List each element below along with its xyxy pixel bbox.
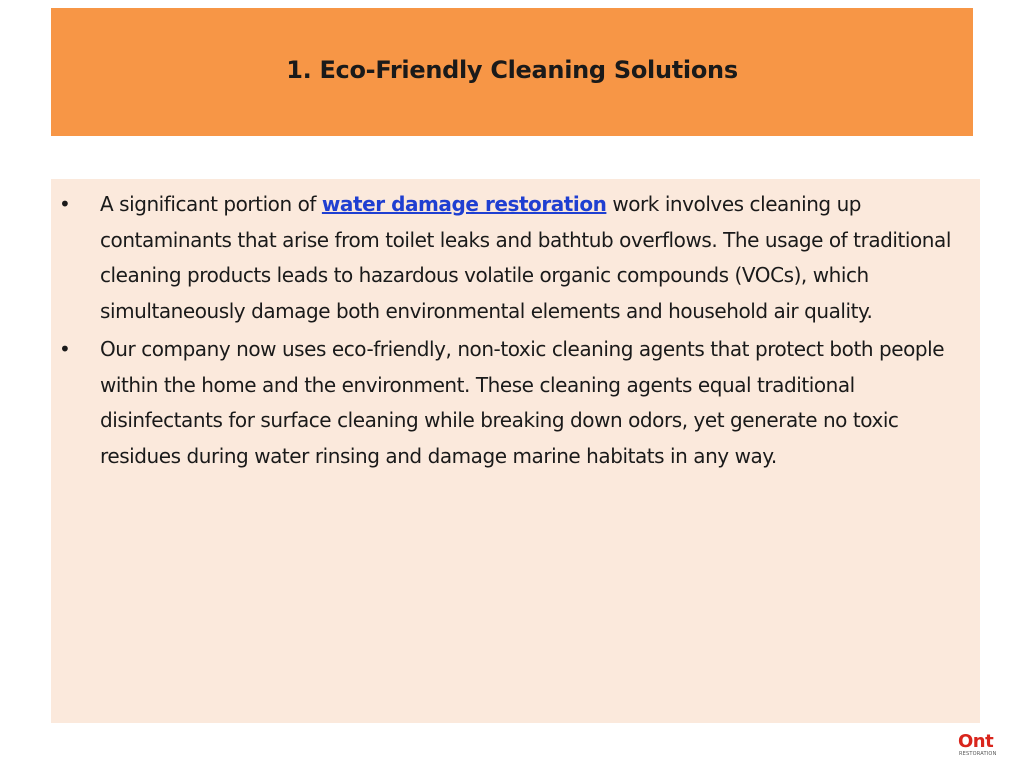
ont-restoration-logo — [958, 733, 1000, 759]
logo-subtitle: RESTORATION — [959, 751, 997, 757]
title-bar — [51, 8, 973, 136]
content-box — [51, 179, 980, 723]
slide-title: 1. Eco-Friendly Cleaning Solutions — [286, 56, 738, 84]
bullet-2-text: Our company now uses eco-friendly, non-toxic cleaning agents that protect both people within the home and the environment. These cleaning agents equal traditional disinfectants for surface cleaning while breaking down odors, yet generate no toxic residues during water rinsing and damage marine habitats in any way. — [100, 337, 945, 468]
bullet-dot-icon: • — [59, 337, 71, 361]
logo-wordmark: Ont — [958, 731, 994, 752]
bullet-item-2 — [51, 332, 980, 474]
water-damage-restoration-link[interactable]: water damage restoration — [321, 192, 607, 216]
bullet-dot-icon: • — [59, 192, 71, 216]
bullet-1-text-after: work involves cleaning up contaminants that arise from toilet leaks and bathtub overflows. The usage of traditional cleaning products leads to hazardous volatile organic compounds (VOCs), which simultaneously damage both environmental elements and household air quality. — [100, 192, 951, 323]
bullet-list — [51, 187, 980, 477]
bullet-item-1 — [51, 187, 980, 329]
bullet-1-text-before: A significant portion of — [100, 192, 322, 216]
